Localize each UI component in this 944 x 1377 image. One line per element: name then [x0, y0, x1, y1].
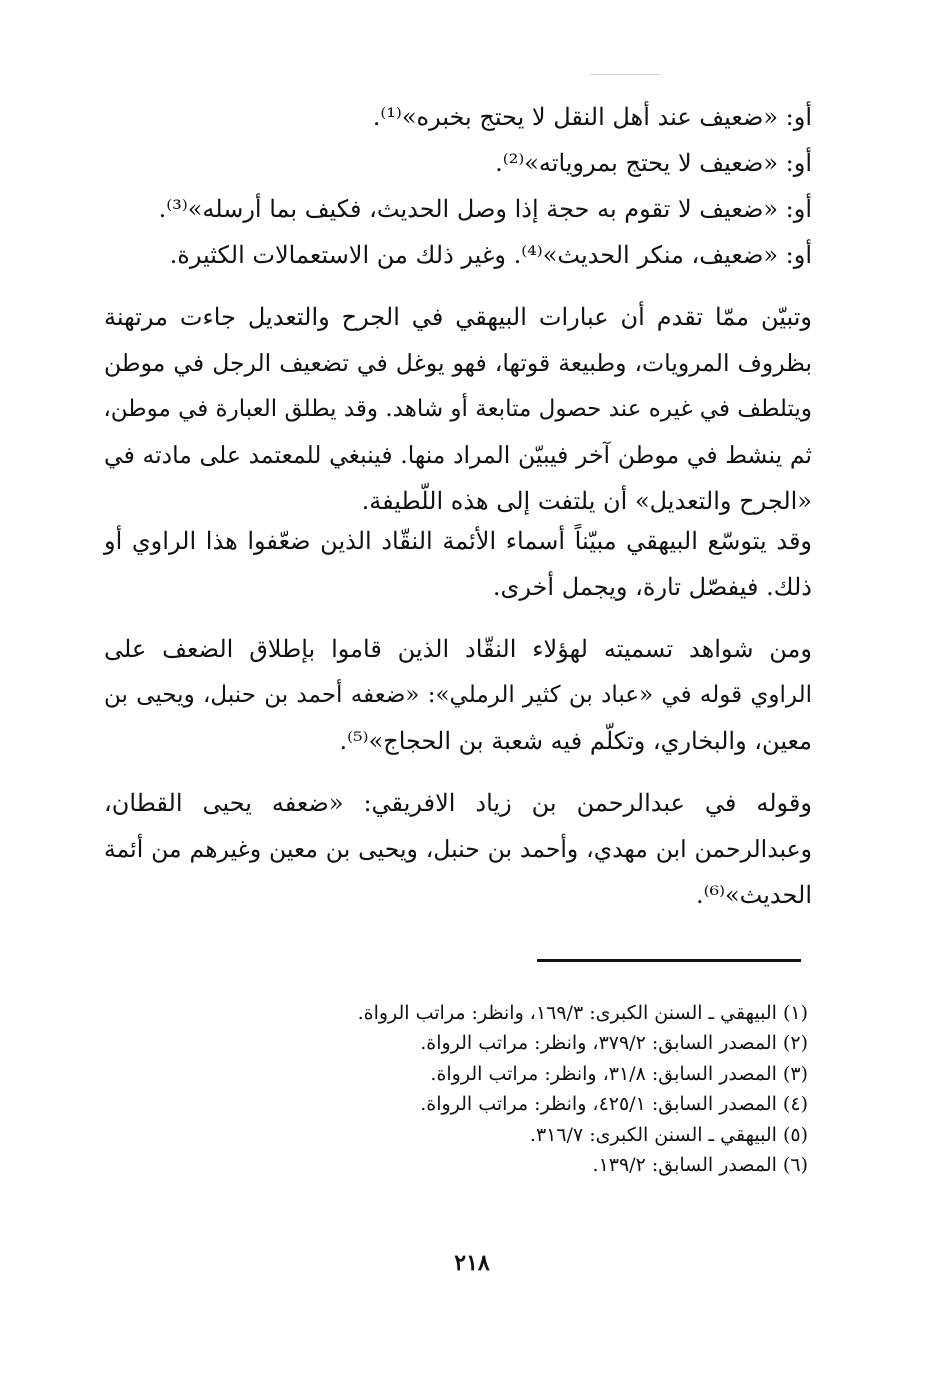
paragraph-4: [104, 780, 812, 918]
paragraph-line: الراوي قوله في «عباد بن كثير الرملي»: «ضعفه أحمد بن حنبل، ويحيى بن: [104, 682, 812, 708]
intro-line: أو: «ضعيف، منكر الحديث»⁽⁴⁾. وغير ذلك من الاستعمالات الكثيرة.: [169, 241, 812, 269]
paragraph-line: وعبدالرحمن ابن مهدي، وأحمد بن حنبل، ويحيى بن معين وغيرهم من أئمة: [104, 835, 812, 863]
intro-lines: [104, 94, 812, 278]
footnote-item: (١) البيهقي ـ السنن الكبرى: ١٦٩/٣، وانظر: مراتب الرواة.: [357, 1002, 808, 1024]
intro-line: أو: «ضعيف عند أهل النقل لا يحتج بخبره»⁽¹⁾.: [372, 103, 812, 131]
page-number: ٢١٨: [454, 1250, 490, 1276]
paragraph-line: معين، والبخاري، وتكلّم فيه شعبة بن الحجاج»⁽⁵⁾.: [339, 727, 812, 755]
paragraph-line: وقوله في عبدالرحمن بن زياد الافريقي: «ضعفه يحيى القطان،: [104, 789, 812, 817]
intro-line: أو: «ضعيف لا يحتج بمروياته»⁽²⁾.: [495, 149, 812, 177]
footnote-item: (٣) المصدر السابق: ٣١/٨، وانظر: مراتب الرواة.: [430, 1062, 808, 1085]
paragraph-line: بظروف المرويات، وطبيعة قوتها، فهو يوغل في تضعيف الرجل في موطن: [104, 349, 812, 377]
paragraph-line: ذلك. فيفصّل تارة، ويجمل أخرى.: [492, 573, 812, 601]
scan-artifact-line: [590, 74, 660, 75]
paragraph-line: ويتلطف في غيره عند حصول متابعة أو شاهد. وقد يطلق العبارة في موطن،: [103, 396, 812, 422]
footnote-item: (٢) المصدر السابق: ٣٧٩/٢، وانظر: مراتب الرواة.: [420, 1032, 808, 1055]
paragraph-line: الحديث»⁽⁶⁾.: [695, 881, 812, 909]
paragraph-2: [104, 518, 812, 610]
footnote-item: (٤) المصدر السابق: ٤٢٥/١، وانظر: مراتب الرواة.: [420, 1093, 808, 1116]
paragraph-line: ومن شواهد تسميته لهؤلاء النقّاد الذين قاموا بإطلاق الضعف على: [104, 635, 812, 663]
intro-line: أو: «ضعيف لا تقوم به حجة إذا وصل الحديث، فكيف بما أرسله»⁽³⁾.: [158, 195, 812, 223]
footnote-item: (٥) البيهقي ـ السنن الكبرى: ٣١٦/٧.: [529, 1123, 808, 1146]
paragraph-line: وقد يتوسّع البيهقي مبيّناً أسماء الأئمة النقّاد الذين ضعّفوا هذا الراوي أو: [104, 527, 812, 555]
paragraph-1: [104, 294, 812, 524]
paragraph-line: ثم ينشط في موطن آخر فيبيّن المراد منها. فينبغي للمعتمد على مادته في: [104, 441, 812, 469]
paragraph-line: وتبيّن ممّا تقدم أن عبارات البيهقي في الجرح والتعديل جاءت مرتهنة: [104, 303, 813, 331]
footnote-item: (٦) المصدر السابق: ١٣٩/٢.: [592, 1153, 808, 1176]
footnote-separator: [537, 959, 801, 962]
footnotes: [248, 998, 808, 1180]
paragraph-line: «الجرح والتعديل» أن يلتفت إلى هذه اللّطيفة.: [361, 487, 812, 515]
paragraph-3: [104, 626, 812, 764]
